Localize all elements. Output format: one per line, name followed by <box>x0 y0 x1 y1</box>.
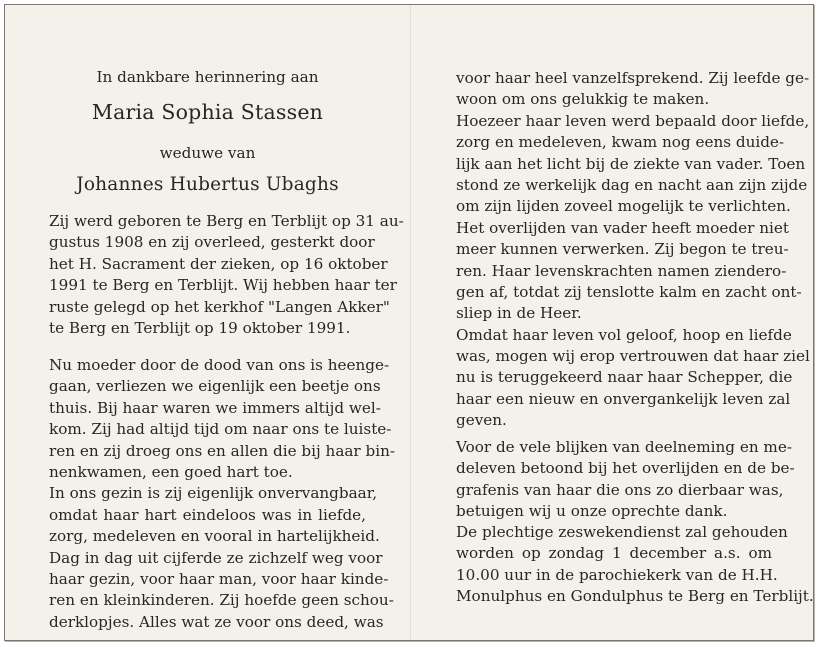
text-line: thuis. Bij haar waren we immers altijd wel- <box>49 398 381 417</box>
text-line: meer kunnen verwerken. Zij begon te treu- <box>456 240 789 259</box>
text-line: stond ze werkelijk dag en nacht aan zijn zijde <box>456 175 808 194</box>
text-line: gustus 1908 en zij overleed, gesterkt door <box>49 233 375 252</box>
text-line: lijk aan het licht bij de ziekte van vader. Toen <box>456 154 806 173</box>
text-line: ren en zij droeg ons en allen die bij haar bin- <box>49 441 396 460</box>
text-line: Nu moeder door de dood van ons is heenge- <box>49 356 390 374</box>
text-line: Voor de vele blijken van deelneming en me- <box>456 438 792 456</box>
text-line: deleven betoond bij het overlijden en de be- <box>456 459 795 478</box>
text-line: Monulphus en Gondulphus te Berg en Terblijt. <box>456 587 814 606</box>
text-line: betuigen wij u onze oprechte dank. <box>456 502 728 521</box>
remembrance-continued-paragraph <box>456 68 810 432</box>
text-line: grafenis van haar die ons zo dierbaar was, <box>456 480 784 499</box>
text-line: om zijn lijden zoveel mogelijk te verlichten. <box>456 197 791 216</box>
memorial-card <box>4 4 814 641</box>
text-line: nenkwamen, een goed hart toe. <box>49 462 293 481</box>
thanks-paragraph <box>456 437 795 523</box>
widow-of-text: weduwe van <box>159 144 256 162</box>
text-line: worden op zondag 1 december a.s. om <box>456 544 772 563</box>
text-line: 10.00 uur in de parochiekerk van de H.H. <box>456 565 778 584</box>
text-line: zorg en medeleven, kwam nog eens duide- <box>456 133 785 152</box>
text-line: ren en kleinkinderen. Zij hoefde geen schou- <box>49 591 394 610</box>
text-line: Het overlijden van vader heeft moeder niet <box>456 218 789 237</box>
text-line: voor haar heel vanzelfsprekend. Zij leefde ge- <box>456 69 810 87</box>
text-line: 1991 te Berg en Terblijt. Wij hebben haar ter <box>49 276 397 295</box>
remembrance-paragraph <box>49 355 396 633</box>
card-fold-line <box>410 5 411 640</box>
husband-name: Johannes Hubertus Ubaghs <box>76 174 339 195</box>
deceased-name: Maria Sophia Stassen <box>91 100 324 124</box>
text-line: gen af, totdat zij tenslotte kalm en zacht ont- <box>456 282 802 301</box>
text-line: omdat haar hart eindeloos was in liefde, <box>49 505 366 524</box>
text-line: haar een nieuw en onvergankelijk leven zal <box>456 389 791 408</box>
intro-text: In dankbare herinnering aan <box>96 68 319 86</box>
text-line: ren. Haar levenskrachten namen ziendero- <box>456 261 787 280</box>
text-line: Hoezeer haar leven werd bepaald door liefde, <box>456 111 810 130</box>
text-line: Dag in dag uit cijferde ze zichzelf weg voor <box>49 548 383 567</box>
text-line: gaan, verliezen we eigenlijk een beetje ons <box>49 377 381 396</box>
text-line: sliep in de Heer. <box>456 304 582 323</box>
text-line: derklopjes. Alles wat ze voor ons deed, was <box>49 612 384 631</box>
text-line: In ons gezin is zij eigenlijk onvervangbaar, <box>49 484 378 503</box>
text-line: Omdat haar leven vol geloof, hoop en liefde <box>456 325 792 344</box>
text-line: De plechtige zeswekendienst zal gehouden <box>456 523 788 541</box>
text-line: Zij werd geboren te Berg en Terblijt op 31 au- <box>49 212 404 230</box>
text-line: woon om ons gelukkig te maken. <box>456 90 710 109</box>
text-line: zorg, medeleven en vooral in hartelijkheid. <box>49 527 380 546</box>
text-line: te Berg en Terblijt op 19 oktober 1991. <box>49 318 351 337</box>
text-line: kom. Zij had altijd tijd om naar ons te luiste- <box>49 420 392 439</box>
text-line: nu is teruggekeerd naar haar Schepper, die <box>456 368 793 387</box>
biography-paragraph <box>49 211 404 339</box>
text-line: het H. Sacrament der zieken, op 16 oktober <box>49 254 388 273</box>
service-paragraph <box>456 522 814 608</box>
text-line: ruste gelegd op het kerkhof "Langen Akker" <box>49 297 390 316</box>
text-line: was, mogen wij erop vertrouwen dat haar ziel <box>456 347 810 366</box>
text-line: haar gezin, voor haar man, voor haar kinde- <box>49 569 389 588</box>
text-line: geven. <box>456 411 507 430</box>
